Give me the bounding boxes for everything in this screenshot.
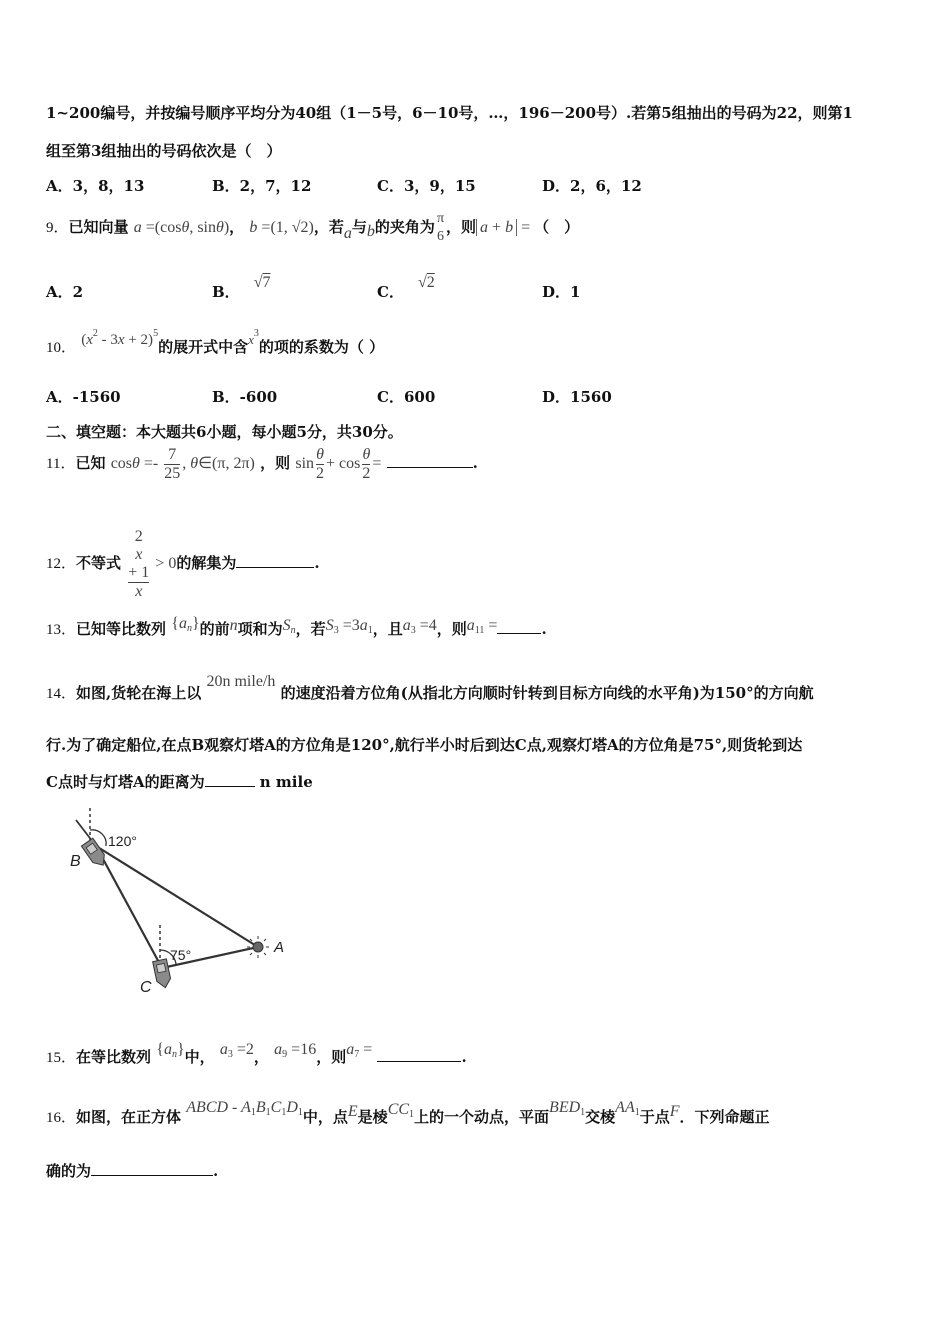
q15-answer-blank[interactable]: [377, 1047, 461, 1062]
q9-stem: 9．已知向量 a =(cosθ, sinθ)， b =(1, √2)，若a与b的夹角为 π 6 ，则 a + b = （ ）: [46, 211, 580, 244]
q9-b: b: [366, 223, 375, 240]
q16-line1: 16．如图，在正方体 ABCD - $A_1B_1C_1D_1$中，点E是棱$CC_1$上的一个动点，平面$BED_1$交棱$AA_1$于点F．下列命题正: [46, 1099, 770, 1126]
q16-answer-blank[interactable]: [91, 1161, 213, 1176]
q14-line3: C点时与灯塔A的距离为 n mile: [46, 773, 313, 791]
q13-condition-1: $S_3 =3a_1$: [325, 617, 373, 636]
q16-cube: ABCD - $A_1B_1C_1D_1$: [186, 1099, 303, 1118]
ship-c-icon: [153, 959, 173, 989]
q11-expression: sin $\frac{\theta}{2}$ + cos $\frac{\theta}{2}$ =: [295, 446, 382, 482]
q14-number: 14．: [46, 686, 77, 702]
point-b-label: B: [70, 853, 81, 870]
q9-text: 已知向量: [68, 218, 129, 236]
q9-option-b-value: 7: [262, 274, 271, 291]
q10-option-a: A．-1560: [46, 388, 121, 406]
q9-vector-b: b =(1, √2): [249, 219, 314, 236]
q8-line2: 组至第3组抽出的号码依次是（ ）: [46, 142, 282, 160]
q15-stem: 15．在等比数列 $\{a_n\}$中， $a_3 =2$， $a_9 =16$，则$a_7$ = .: [46, 1041, 467, 1066]
section-title: 二、填空题：本大题共6小题，每小题5分，共30分。: [46, 423, 403, 441]
q16-number: 16．: [46, 1110, 77, 1126]
q8-option-c: C．3，9，15: [377, 177, 476, 195]
q13-stem: 13．已知等比数列 $\{a_n\}$的前n项和为$S_n$，若$S_3 =3a_1$，且$a_3 =4$，则$a_{11}$ = .: [46, 615, 547, 638]
q10-option-c: C．600: [377, 388, 436, 406]
q14-answer-blank[interactable]: [205, 772, 255, 787]
q14-line1: 14．如图,货轮在海上以 20n mile/h 的速度沿着方位角(从指北方向顺时针转到目标方向线的水平角)为150°的方向航: [46, 673, 814, 702]
navigation-figure: [60, 800, 310, 1000]
q8-option-a: A．3，8，13: [46, 177, 145, 195]
q12-inequality: 2 x + 1 x > 0: [128, 528, 177, 600]
q15-number: 15．: [46, 1050, 77, 1066]
q12-number: 12．: [46, 556, 77, 573]
q10-option-b: B．-600: [212, 388, 278, 406]
q8-option-d: D．2，6，12: [542, 177, 642, 195]
line-bc: [96, 846, 162, 968]
q11-number: 11．: [46, 456, 76, 473]
q15-condition-2: $a_9 =16$: [274, 1041, 317, 1060]
q11-stem: 11．已知 cosθ =- $\frac{7}{25}$ , θ∈(π, 2π) ，则 sin $\frac{\theta}{2}$ + cos $\frac{\theta}{2}$ = .: [46, 446, 478, 482]
q9-option-b: B．√7: [212, 274, 271, 301]
q13-answer-blank[interactable]: [497, 619, 541, 634]
q9-angle: π 6: [436, 211, 445, 244]
q9-option-d: D．1: [542, 283, 581, 301]
point-c-label: C: [140, 979, 152, 996]
q8-option-b: B．2，7，12: [212, 177, 312, 195]
q9-option-c: C．√2: [377, 274, 435, 301]
lighthouse-a-icon: [247, 936, 269, 958]
q10-stem: 10． $(x^2 - 3x + 2)^5$的展开式中含$x^3$的项的系数为（ ）: [46, 328, 385, 356]
q10-option-d: D．1560: [542, 388, 612, 406]
q13-sequence: $\{a_n\}$: [171, 615, 200, 634]
q9-abs-sum: a + b: [476, 219, 517, 236]
q13-condition-2: $a_3 =4$: [402, 617, 437, 636]
q15-condition-1: $a_3 =2$: [219, 1041, 254, 1060]
q9-number: 9．: [46, 220, 69, 236]
angle-c-label: 75°: [170, 947, 192, 963]
q12-stem: 12．不等式 2 x + 1 x > 0的解集为 .: [46, 528, 320, 600]
line-ba: [96, 846, 258, 947]
q14-speed: 20n mile/h: [206, 673, 276, 690]
q11-condition: cosθ =- $\frac{7}{25}$ , θ∈(π, 2π): [110, 446, 255, 482]
q11-answer-blank[interactable]: [387, 453, 473, 468]
q14-line2: 行.为了确定船位,在点B观察灯塔A的方位角是120°,航行半小时后到达C点,观察灯塔A的方位角是75°,则货轮到达: [46, 736, 803, 754]
q9-option-a: A．2: [46, 283, 84, 301]
q9-option-c-value: 2: [426, 274, 435, 291]
q10-term: $x^3$: [248, 328, 259, 347]
q9-vector-a: a =(cosθ, sinθ): [133, 219, 230, 236]
angle-b-label: 120°: [108, 833, 137, 849]
q15-sequence: $\{a_n\}$: [156, 1041, 185, 1060]
q16-line2: 确的为 .: [46, 1162, 219, 1180]
q13-number: 13．: [46, 622, 77, 638]
q12-answer-blank[interactable]: [236, 553, 314, 568]
point-a-label: A: [274, 939, 285, 956]
q10-expression: $(x^2 - 3x + 2)^5$: [81, 328, 159, 348]
q8-line1: 1~200编号，并按编号顺序平均分为40组（1－5号，6－10号，…，196－200号）.若第5组抽出的号码为22，则第1: [46, 104, 853, 122]
q10-number: 10．: [46, 340, 77, 356]
q9-a: a: [343, 225, 352, 242]
